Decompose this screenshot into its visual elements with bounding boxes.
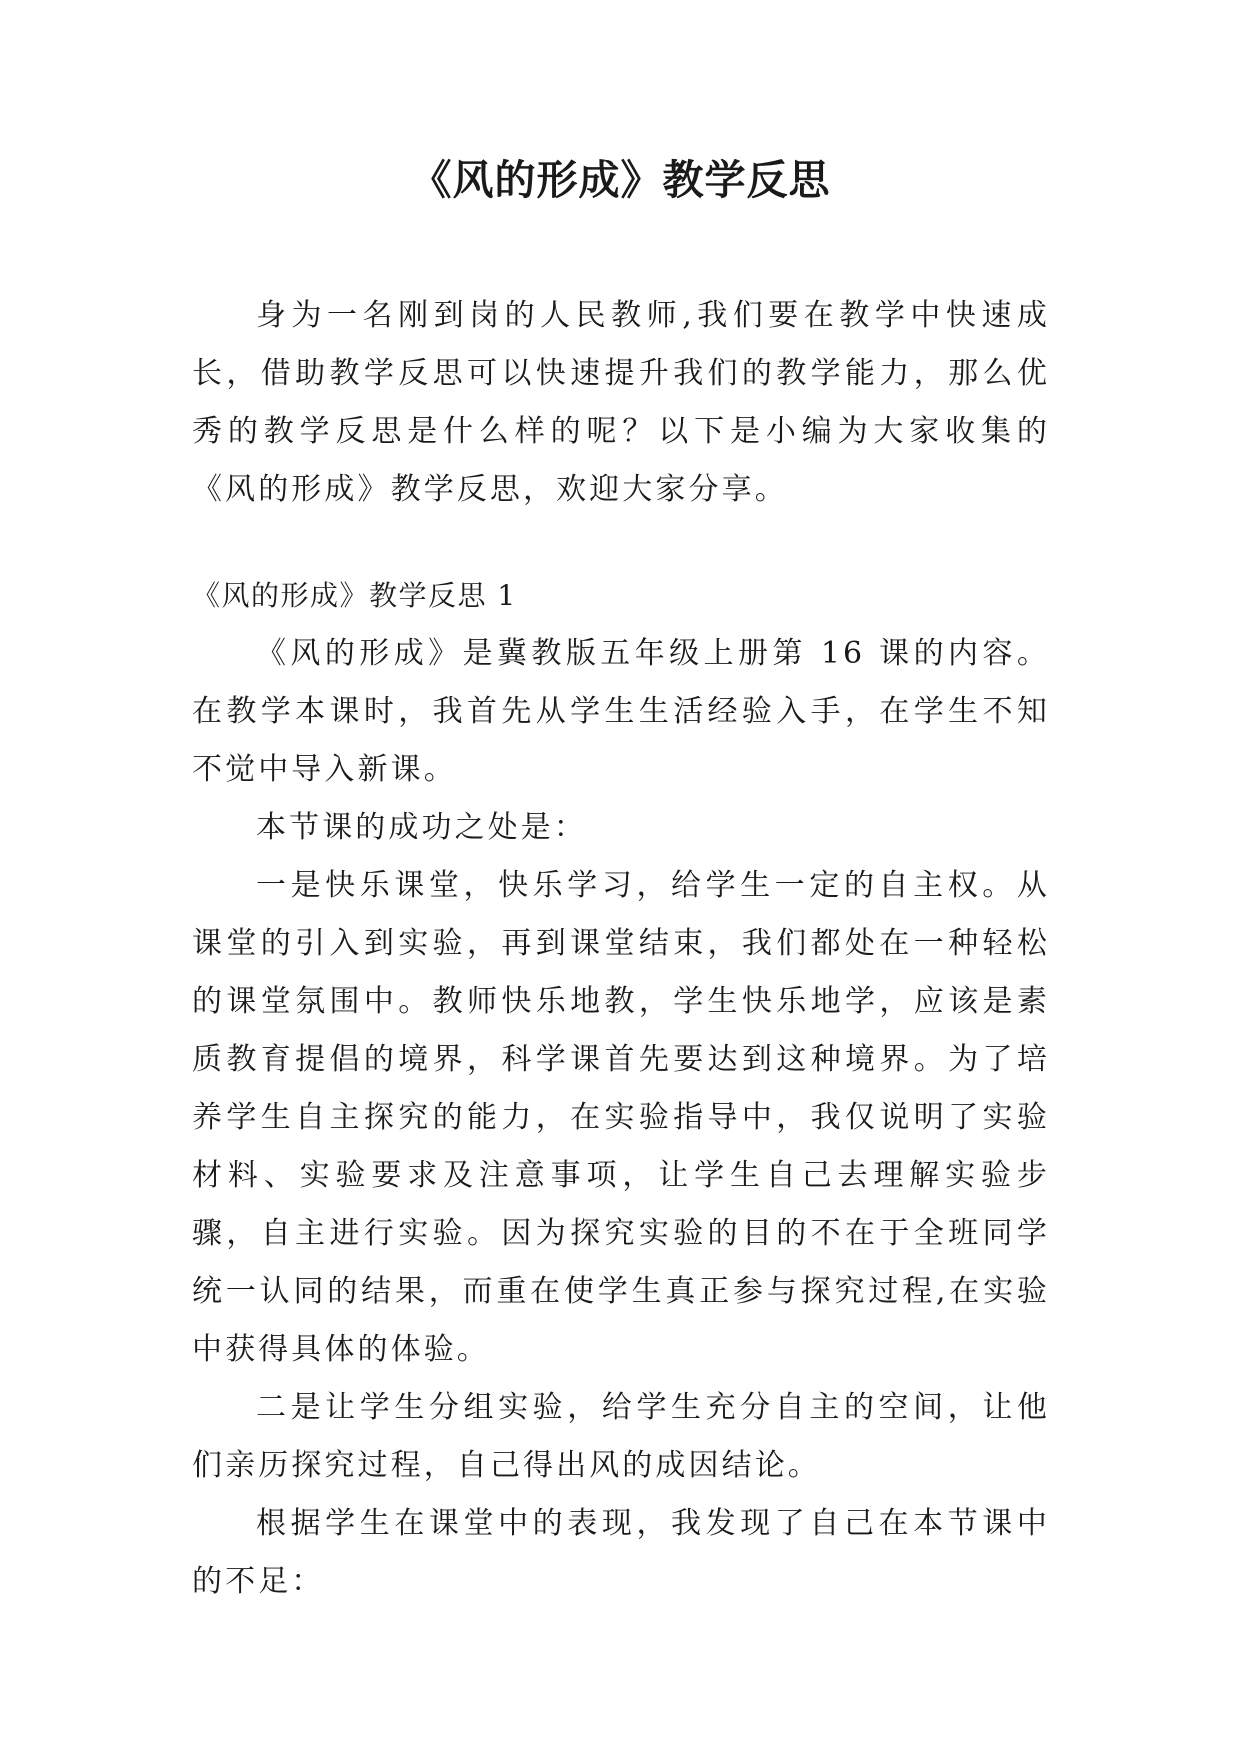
body-paragraph-4: 二是让学生分组实验，给学生充分自主的空间，让他们亲历探究过程，自己得出风的成因结论。 bbox=[192, 1390, 1050, 1483]
document-body bbox=[192, 287, 1050, 1611]
body-paragraph-2: 本节课的成功之处是： bbox=[256, 810, 587, 845]
body-paragraph-5: 根据学生在课堂中的表现，我发现了自己在本节课中的不足： bbox=[192, 1506, 1050, 1599]
section-heading: 《风的形成》教学反思 1 bbox=[192, 579, 517, 612]
intro-paragraph: 身为一名刚到岗的人民教师,我们要在教学中快速成长，借助教学反思可以快速提升我们的教学能力，那么优秀的教学反思是什么样的呢？以下是小编为大家收集的《风的形成》教学反思，欢迎大家分享。 bbox=[192, 298, 1050, 507]
document-title: 《风的形成》教学反思 bbox=[410, 156, 831, 204]
body-paragraph-3: 一是快乐课堂，快乐学习，给学生一定的自主权。从课堂的引入到实验，再到课堂结束，我们都处在一种轻松的课堂氛围中。教师快乐地教，学生快乐地学，应该是素质教育提倡的境界，科学课首先要达到这种境界。为了培养学生自主探究的能力，在实验指导中，我仅说明了实验材料、实验要求及注意事项，让学生自己去理解实验步骤，自主进行实验。因为探究实验的目的不在于全班同学统一认同的结果，而重在使学生真正参与探究过程,在实验中获得具体的体验。 bbox=[192, 868, 1050, 1367]
body-paragraph-1: 《风的形成》是冀教版五年级上册第 16 课的内容。在教学本课时，我首先从学生生活经验入手，在学生不知不觉中导入新课。 bbox=[192, 636, 1050, 787]
